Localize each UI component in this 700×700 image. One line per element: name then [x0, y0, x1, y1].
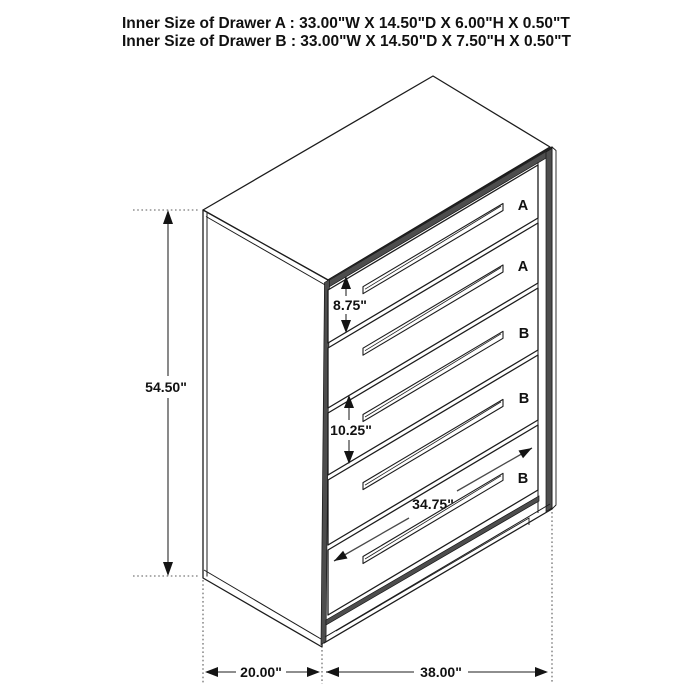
- header: [122, 15, 571, 50]
- arrow-left-icon: [326, 667, 339, 677]
- arrow-right-icon: [307, 667, 320, 677]
- header-line-drawer-b: Inner Size of Drawer B : 33.00"W X 14.50"D X 7.50"H X 0.50"T: [122, 33, 571, 50]
- drawer-label-3: B: [518, 326, 530, 342]
- front-right-shadow-strip: [546, 149, 552, 512]
- arrow-right-icon: [535, 667, 548, 677]
- drawer-a-height-label: 8.75": [333, 297, 367, 313]
- arrow-up-icon: [163, 210, 173, 224]
- drawer-label-5: B: [517, 471, 529, 487]
- drawer-width-label: 34.75": [412, 496, 454, 512]
- header-line-drawer-a: Inner Size of Drawer A : 33.00"W X 14.50"D X 6.00"H X 0.50"T: [122, 15, 570, 32]
- drawer-label-2: A: [517, 259, 529, 275]
- drawer-label-1: A: [517, 198, 529, 214]
- arrow-left-icon: [205, 667, 218, 677]
- right-side-sliver: [552, 147, 556, 509]
- drawer-label-4: B: [518, 391, 530, 407]
- height-dimension: [133, 210, 200, 576]
- width-dim-label: 38.00": [420, 664, 462, 680]
- height-dim-label: 54.50": [145, 379, 187, 395]
- depth-dim-label: 20.00": [240, 664, 282, 680]
- drawer-b-height-label: 10.25": [330, 422, 372, 438]
- arrow-down-icon: [163, 562, 173, 576]
